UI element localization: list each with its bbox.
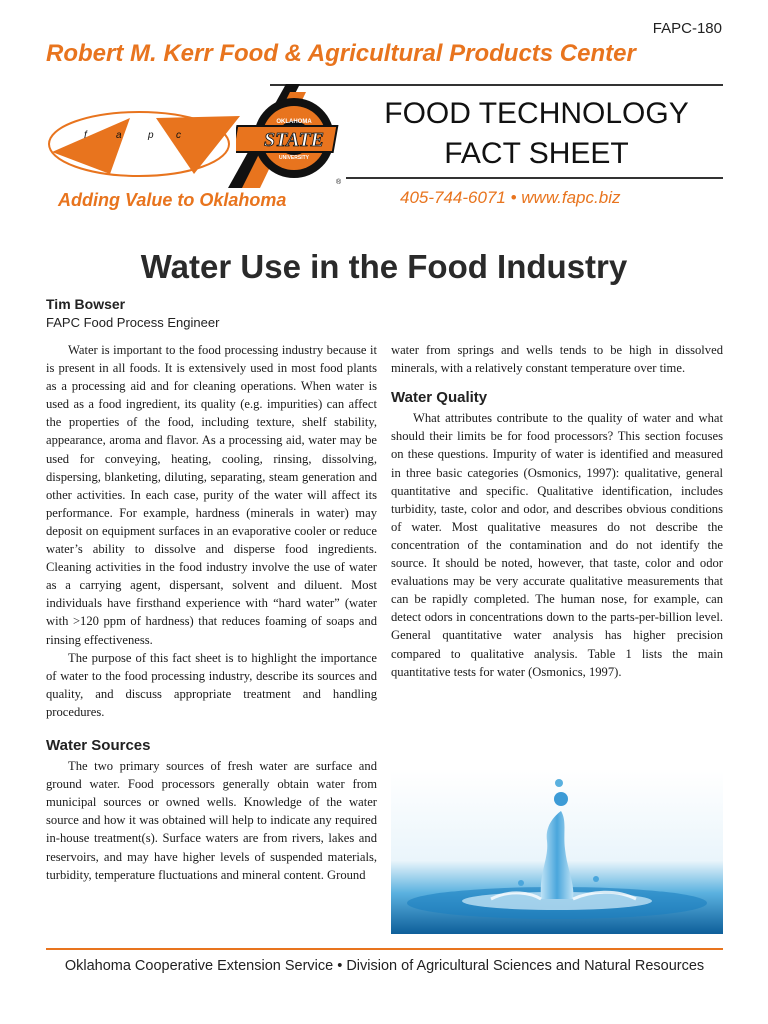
quality-paragraph-1: What attributes contribute to the quality of water and what should their limits be for food processors? This section focuses on these questions. Impurity of water is identified and measured in three basic categories (Osmonics, 1997): qualitative, general quantitative and specific. Qualitative identification, includes turbidity, taste, color and odor, and describes obvious conditions of water. Most qualitative measures do not describe the concentration of the contamination and do not identify the source. It should be noted, however, that taste, color and odor evaluations may be very accurate qualitative measurements that can be rapidly completed. The human nose, for example, can detect odors in concentrations down to the parts-per-billion level. General quantitative water analysis has higher precision compared to qualitative analysis. Table 1 lists the main quantitative tests for water (Osmonics, 1997). bbox=[391, 411, 723, 679]
right-column bbox=[391, 341, 723, 681]
sources-paragraph-continued: water from springs and wells tends to be high in dissolved minerals, with a relatively constant temperature over time. bbox=[391, 343, 723, 376]
fapc-letter-p: p bbox=[148, 130, 154, 141]
contact-info: 405-744-6071 • www.fapc.biz bbox=[400, 188, 621, 207]
header-rule-bottom bbox=[346, 177, 723, 179]
osu-logo bbox=[236, 88, 348, 188]
sources-paragraph-1: The two primary sources of fresh water are surface and ground water. Food processors generally obtain water from municipal sources or owned wells. Knowledge of the water source and how it was obtained will help to indicate any required in-house treatment(s). Surface waters are from rivers, lakes and reservoirs, and may have higher levels of suspended materials, turbidity, temperature fluctuations and mineral content. Ground bbox=[46, 759, 377, 882]
registered-mark: ® bbox=[336, 179, 342, 186]
osu-wordmark: STATE bbox=[263, 129, 325, 151]
tagline: Adding Value to Oklahoma bbox=[58, 190, 287, 210]
fapc-letter-a: a bbox=[116, 130, 122, 141]
water-splash-image bbox=[391, 771, 723, 934]
section-heading-water-sources: Water Sources bbox=[46, 736, 151, 754]
footer-rule bbox=[46, 948, 723, 950]
fapc-letter-f: f bbox=[84, 130, 87, 141]
section-heading-water-quality: Water Quality bbox=[391, 389, 488, 407]
fapc-letter-c: c bbox=[176, 130, 181, 141]
fact-sheet-title-line1: FOOD TECHNOLOGY bbox=[384, 97, 689, 130]
intro-paragraph-1: Water is important to the food processing industry because it is present in all foods. It is extensively used in most food plants as a processing aid and for cleaning operations. When water is used as a food ingredient, its quality (e.g. impurities) can affect the properties of the food, including texture, shelf stability, appearance, aroma and flavor. As a processing aid, water may be used for conveying, heating, cooling, rinsing, dissolving, dispersing, blanketing, diluting, separating, steam generation and other activities. In each case, purity of the water will affect its performance. For example, hardness (minerals in water) may deposit on equipment surfaces in an evaporative cooler or reduce water’s ability to dissolve and disperse food ingredients. Cleaning activities in the food industry involve the use of water as a carrying agent, dispersant, solvent and diluent. Most individuals have firsthand experience with “hard water” (water with >120 ppm of hardness) that reduces foaming of soaps and rinsing effectiveness. bbox=[46, 343, 377, 647]
author-name: Tim Bowser bbox=[46, 296, 126, 312]
left-column bbox=[46, 341, 377, 884]
center-name: Robert M. Kerr Food & Agricultural Products Center bbox=[46, 40, 636, 67]
intro-paragraph-2: The purpose of this fact sheet is to highlight the importance of water to the food processing industry, describe its sources and quality, and discuss appropriate treatment and handling procedures. bbox=[46, 650, 377, 719]
document-code: FAPC-180 bbox=[652, 20, 722, 37]
osu-bottom-word: UNIVERSITY bbox=[278, 155, 310, 161]
water-splash-photo bbox=[391, 771, 723, 934]
footer-text: Oklahoma Cooperative Extension Service • Division of Agricultural Sciences and Natural Resources bbox=[64, 958, 705, 974]
fact-sheet-title-line2: FACT SHEET bbox=[444, 137, 629, 170]
osu-top-word: OKLAHOMA bbox=[276, 119, 312, 125]
article-title: Water Use in the Food Industry bbox=[140, 248, 628, 285]
fapc-logo bbox=[44, 104, 244, 186]
author-role: FAPC Food Process Engineer bbox=[46, 315, 220, 330]
